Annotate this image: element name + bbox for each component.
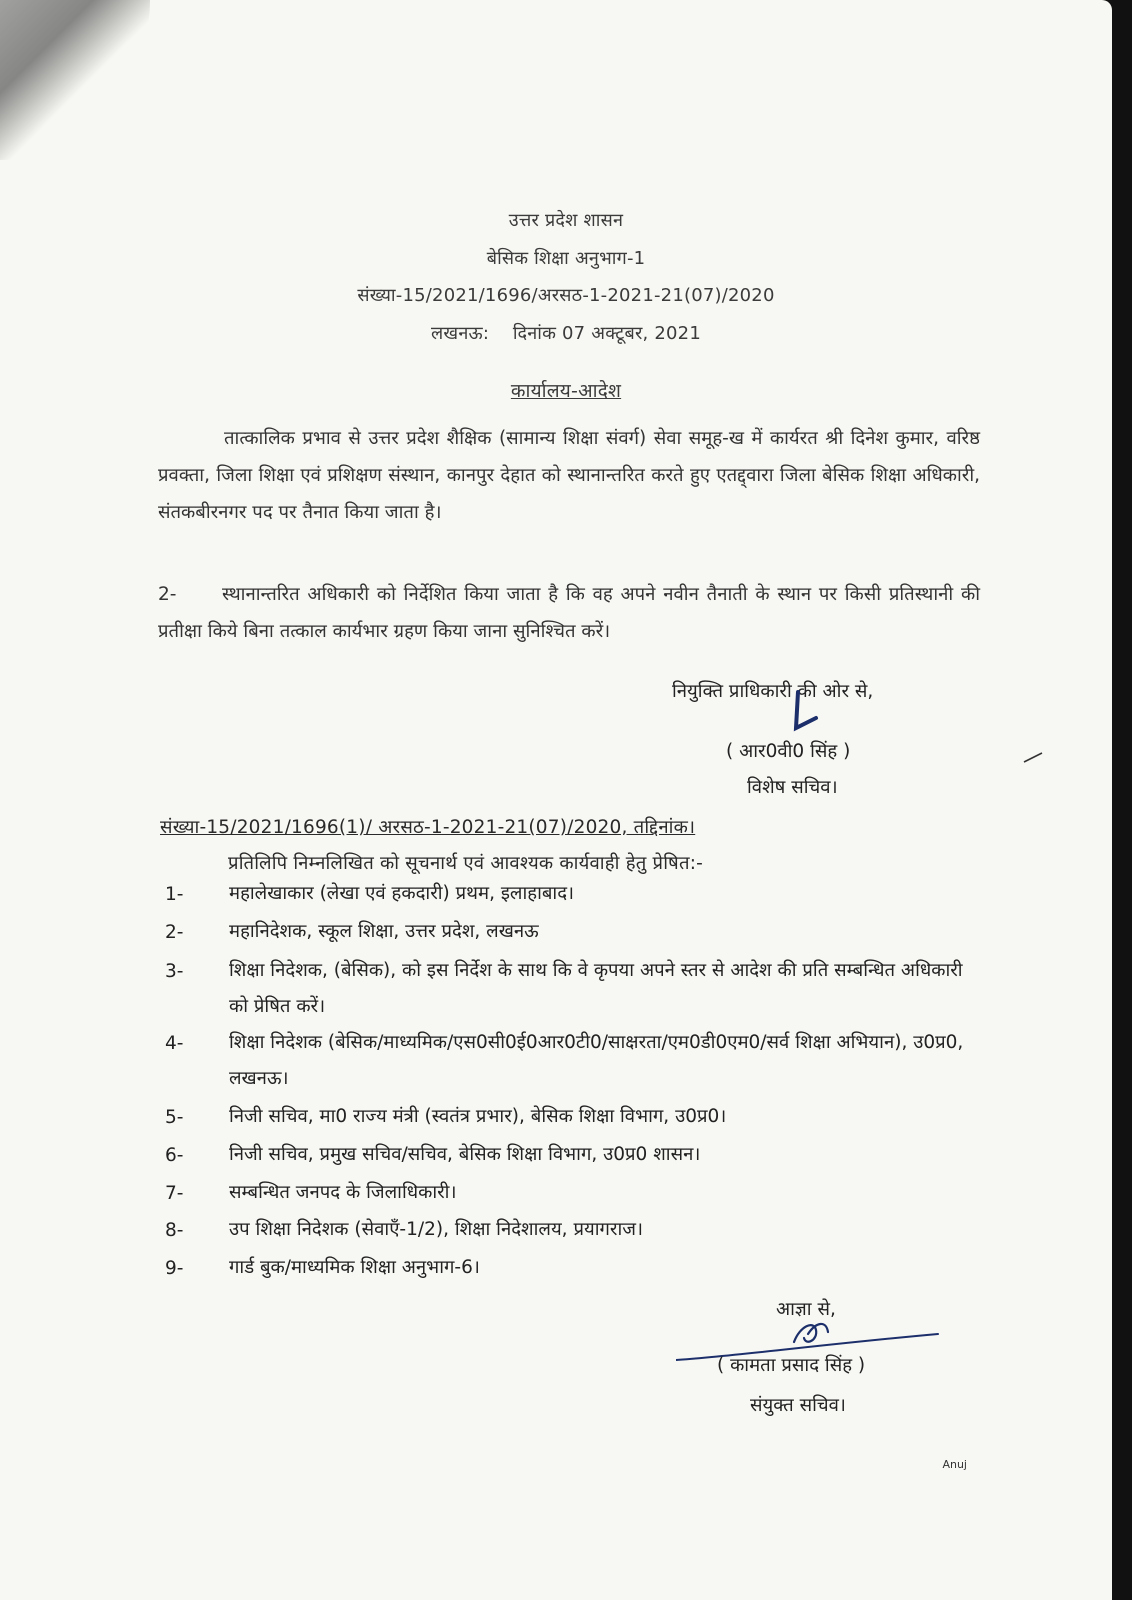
list-item-number: 6-: [165, 1145, 184, 1166]
order-title: कार्यालय-आदेश: [510, 380, 622, 402]
list-item-text: महालेखाकार (लेखा एवं हकदारी) प्रथम, इलाहाबाद।: [229, 883, 575, 904]
list-item-number: 1-: [165, 884, 184, 905]
list-item-text: शिक्षा निदेशक (बेसिक/माध्यमिक/एस0सी0ई0आर0टी0/साक्षरता/एम0डी0एम0/सर्व शिक्षा अभियान), उ0प्र0, लखनऊ।: [229, 1032, 964, 1089]
list-item-text: शिक्षा निदेशक, (बेसिक), को इस निर्देश के साथ कि वे कृपया अपने स्तर से आदेश की प्रति सम्बन्धित अधिकारी को प्रेषित करें।: [229, 960, 963, 1017]
signature1-name: ( आर0वी0 सिंह ): [726, 741, 851, 762]
list-item-text: महानिदेशक, स्कूल शिक्षा, उत्तर प्रदेश, लखनऊ: [229, 921, 539, 942]
pen-mark: [1022, 750, 1046, 764]
signature2-designation: संयुक्त सचिव।: [750, 1395, 846, 1416]
header-place-date: [0, 321, 1132, 345]
list-item-text: उप शिक्षा निदेशक (सेवाएँ-1/2), शिक्षा निदेशालय, प्रयागराज।: [229, 1219, 644, 1240]
list-item-text: निजी सचिव, प्रमुख सचिव/सचिव, बेसिक शिक्षा विभाग, उ0प्र0 शासन।: [229, 1144, 701, 1165]
signature1-designation: विशेष सचिव।: [747, 777, 838, 798]
list-item-number: 7-: [165, 1183, 184, 1204]
footer-initials: Anuj: [942, 1458, 967, 1471]
copy-intro: प्रतिलिपि निम्नलिखित को सूचनार्थ एवं आवश्यक कार्यवाही हेतु प्रेषित:-: [228, 853, 704, 874]
list-item-number: 8-: [165, 1220, 184, 1241]
header-government: उत्तर प्रदेश शासन: [508, 210, 624, 231]
list-item-number: 3-: [165, 961, 184, 982]
header-reference-number: संख्या-15/2021/1696/अरसठ-1-2021-21(07)/2020: [357, 285, 775, 306]
signature-stroke-1: [786, 688, 826, 736]
list-item-number: 4-: [165, 1033, 184, 1054]
copy-reference-number: संख्या-15/2021/1696(1)/ अरसठ-1-2021-21(07)/2020, तद्दिनांक।: [160, 817, 696, 838]
paragraph-1-text: तात्कालिक प्रभाव से उत्तर प्रदेश शैक्षिक (सामान्य शिक्षा संवर्ग) सेवा समूह-ख में कार्यरत श्री दिनेश कुमार, वरिष्ठ प्रवक्ता, जिला शिक्षा एवं प्रशिक्षण संस्थान, कानपुर देहात को स्थानान्तरित करते हुए एतद्द्वारा जिला बेसिक शिक्षा अधिकारी, संतकबीरनगर पद पर तैनात किया जाता है।: [158, 428, 980, 523]
list-item-number: 5-: [165, 1107, 184, 1128]
header-section: बेसिक शिक्षा अनुभाग-1: [486, 248, 646, 269]
signature2-line: आज्ञा से,: [776, 1299, 836, 1320]
signature1-line: नियुक्ति प्राधिकारी की ओर से,: [672, 681, 874, 702]
list-item-text: निजी सचिव, मा0 राज्य मंत्री (स्वतंत्र प्रभार), बेसिक शिक्षा विभाग, उ0प्र0।: [229, 1106, 727, 1127]
list-item-number: 2-: [165, 922, 184, 943]
order-paragraph-1: [158, 420, 980, 531]
list-item-text: सम्बन्धित जनपद के जिलाधिकारी।: [229, 1182, 457, 1203]
list-item-number: 9-: [165, 1258, 184, 1279]
order-paragraph-2: [158, 576, 980, 650]
order-date: दिनांक 07 अक्टूबर, 2021: [512, 323, 701, 344]
signature2-name: ( कामता प्रसाद सिंह ): [717, 1355, 866, 1376]
place-label: लखनऊ:: [431, 323, 490, 344]
page-fold-shadow: [0, 0, 150, 160]
paragraph-2-number: 2-: [158, 584, 177, 605]
paragraph-2-text: स्थानान्तरित अधिकारी को निर्देशित किया जाता है कि वह अपने नवीन तैनाती के स्थान पर किसी प्रतिस्थानी की प्रतीक्षा किये बिना तत्काल कार्यभार ग्रहण किया जाना सुनिश्चित करें।: [158, 584, 980, 642]
list-item-text: गार्ड बुक/माध्यमिक शिक्षा अनुभाग-6।: [229, 1257, 480, 1278]
